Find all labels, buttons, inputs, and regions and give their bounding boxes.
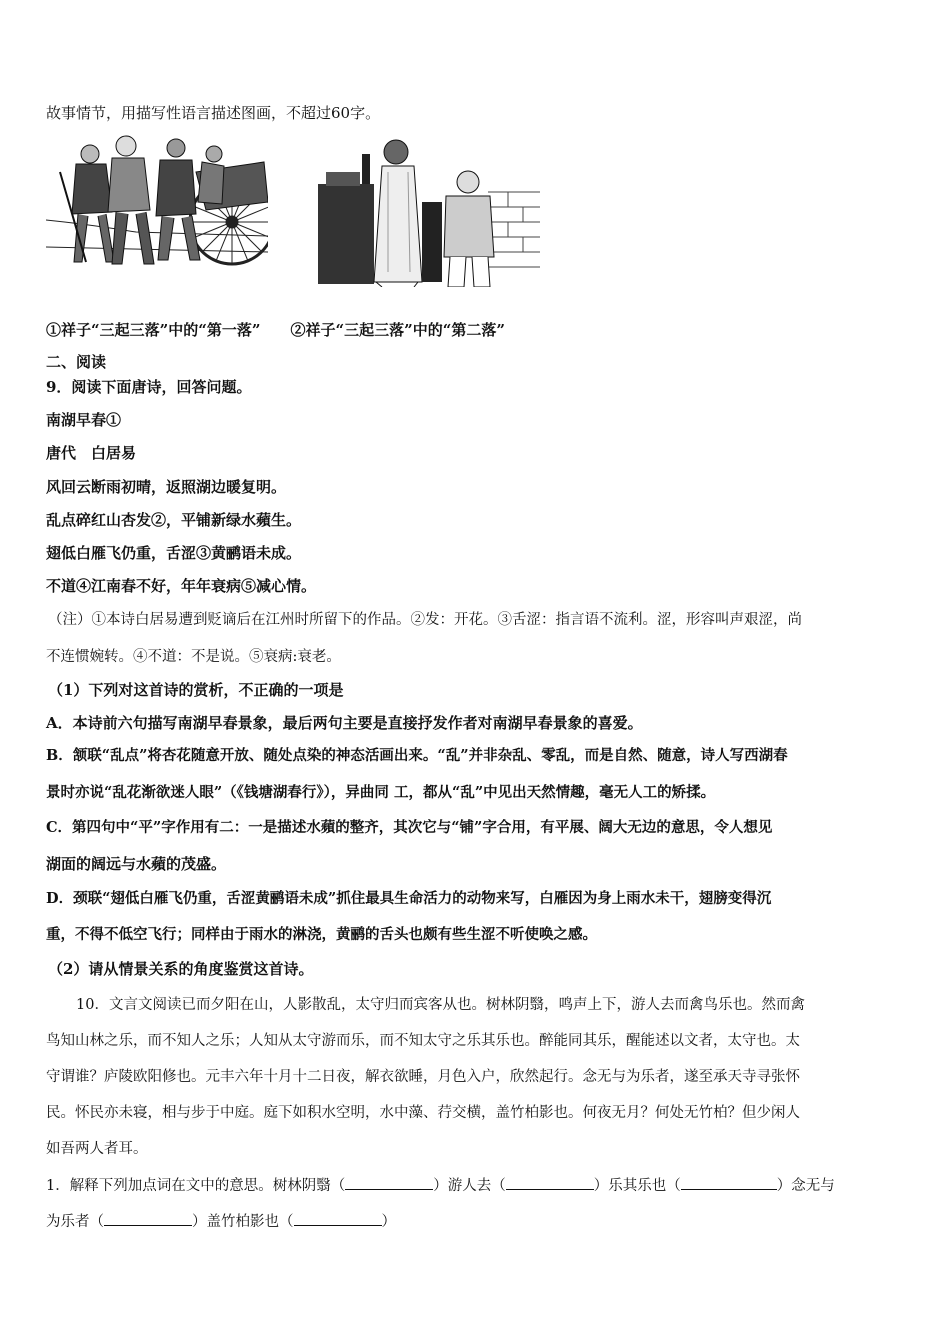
poem-author: 唐代 白居易 bbox=[46, 444, 137, 462]
q9-sub2: （2）请从情景关系的角度鉴赏这首诗。 bbox=[48, 960, 314, 978]
option-d: D．颈联“翅低白雁飞仍重，舌涩黄鹂语未成”抓住最具生命活力的动物来写，白雁因为身上雨水未干，翅膀变得沉 bbox=[46, 890, 772, 907]
q10-item: ） bbox=[381, 1214, 396, 1230]
answer-blank[interactable] bbox=[104, 1211, 192, 1226]
q10-sub1-cont bbox=[46, 1211, 910, 1232]
poem-line: 翅低白雁飞仍重，舌涩③黄鹂语未成。 bbox=[46, 544, 302, 562]
q10-item: ）乐其乐也（ bbox=[593, 1178, 681, 1194]
option-a: A．本诗前六句描写南湖早春景象，最后两句主要是直接抒发作者对南湖早春景象的喜爱。 bbox=[46, 714, 643, 732]
answer-blank[interactable] bbox=[506, 1175, 594, 1190]
answer-blank[interactable] bbox=[681, 1175, 777, 1190]
caption-left: ①祥子“三起三落”中的“第一落” bbox=[46, 321, 261, 339]
answer-blank[interactable] bbox=[345, 1175, 433, 1190]
caption-right: ②祥子“三起三落”中的“第二落” bbox=[290, 321, 506, 339]
q9-sub1: （1）下列对这首诗的赏析，不正确的一项是 bbox=[48, 681, 344, 699]
option-d-cont: 重，不得不低空飞行；同样由于雨水的淋浇，黄鹂的舌头也颇有些生涩不听使唤之感。 bbox=[46, 926, 597, 943]
q10-passage: 民。怀民亦未寝，相与步于中庭。庭下如积水空明，水中藻、荇交横，盖竹柏影也。何夜无月？何处无竹柏？但少闲人 bbox=[46, 1105, 800, 1121]
q10-passage: 守谓谁？庐陵欧阳修也。元丰六年十月十二日夜，解衣欲睡，月色入户，欣然起行。念无与为乐者，遂至承天寺寻张怀 bbox=[46, 1069, 800, 1085]
option-c: C．第四句中“平”字作用有二：一是描述水蘋的整齐，其次它与“铺”字合用，有平展、阔大无边的意思，令人想见 bbox=[46, 819, 773, 836]
image-captions bbox=[46, 320, 910, 340]
poem-line: 乱点碎红山杏发②，平铺新绿水蘋生。 bbox=[46, 511, 302, 529]
q10-item: ）盖竹柏影也（ bbox=[192, 1214, 294, 1230]
q10-item: 树林阴翳（ bbox=[272, 1178, 346, 1194]
illustration-rickshaw bbox=[46, 132, 268, 274]
q10-intro: 1．解释下列加点词在文中的意思。 bbox=[46, 1178, 273, 1194]
option-c-cont: 湖面的阔远与水蘋的茂盛。 bbox=[46, 855, 227, 873]
answer-blank[interactable] bbox=[294, 1211, 382, 1226]
q9-prompt: 9．阅读下面唐诗，回答问题。 bbox=[46, 378, 252, 396]
option-b-cont: 景时亦说“乱花渐欲迷人眼”（《钱塘湖春行》），异曲同 工，都从“乱”中见出天然情趣，毫无人工的矫揉。 bbox=[46, 784, 716, 801]
option-b: B．颔联“乱点”将杏花随意开放、随处点染的神态活画出来。“乱”并非杂乱、零乱，而是自然、随意，诗人写西湖春 bbox=[46, 747, 788, 764]
illustration-doorway bbox=[318, 132, 540, 287]
q10-sub1 bbox=[46, 1175, 910, 1196]
q10-passage: 如吾两人者耳。 bbox=[46, 1141, 148, 1157]
section-title: 二、阅读 bbox=[46, 353, 107, 371]
poem-note: 不连惯婉转。④不道：不是说。⑤衰病:衰老。 bbox=[46, 649, 341, 665]
q10-passage: 10．文言文阅读已而夕阳在山，人影散乱，太守归而宾客从也。树林阴翳，鸣声上下，游人去而禽鸟乐也。然而禽 bbox=[76, 997, 805, 1013]
q10-passage: 鸟知山林之乐，而不知人之乐；人知从太守游而乐，而不知太守之乐其乐也。醉能同其乐，醒能述以文者，太守也。太 bbox=[46, 1033, 800, 1049]
poem-line: 风回云断雨初晴，返照湖边暖复明。 bbox=[46, 478, 287, 496]
poem-line: 不道④江南春不好，年年衰病⑤减心情。 bbox=[46, 577, 317, 595]
q10-item: 为乐者（ bbox=[46, 1214, 104, 1230]
intro-line: 故事情节，用描写性语言描述图画，不超过60字。 bbox=[46, 104, 381, 122]
q10-item: ）游人去（ bbox=[433, 1178, 506, 1194]
poem-title: 南湖早春① bbox=[46, 411, 122, 429]
poem-note: （注）①本诗白居易遭到贬谪后在江州时所留下的作品。②发：开花。③舌涩：指言语不流利。涩，形容叫声艰涩，尚 bbox=[48, 612, 802, 628]
q10-item: ）念无与 bbox=[776, 1178, 835, 1194]
